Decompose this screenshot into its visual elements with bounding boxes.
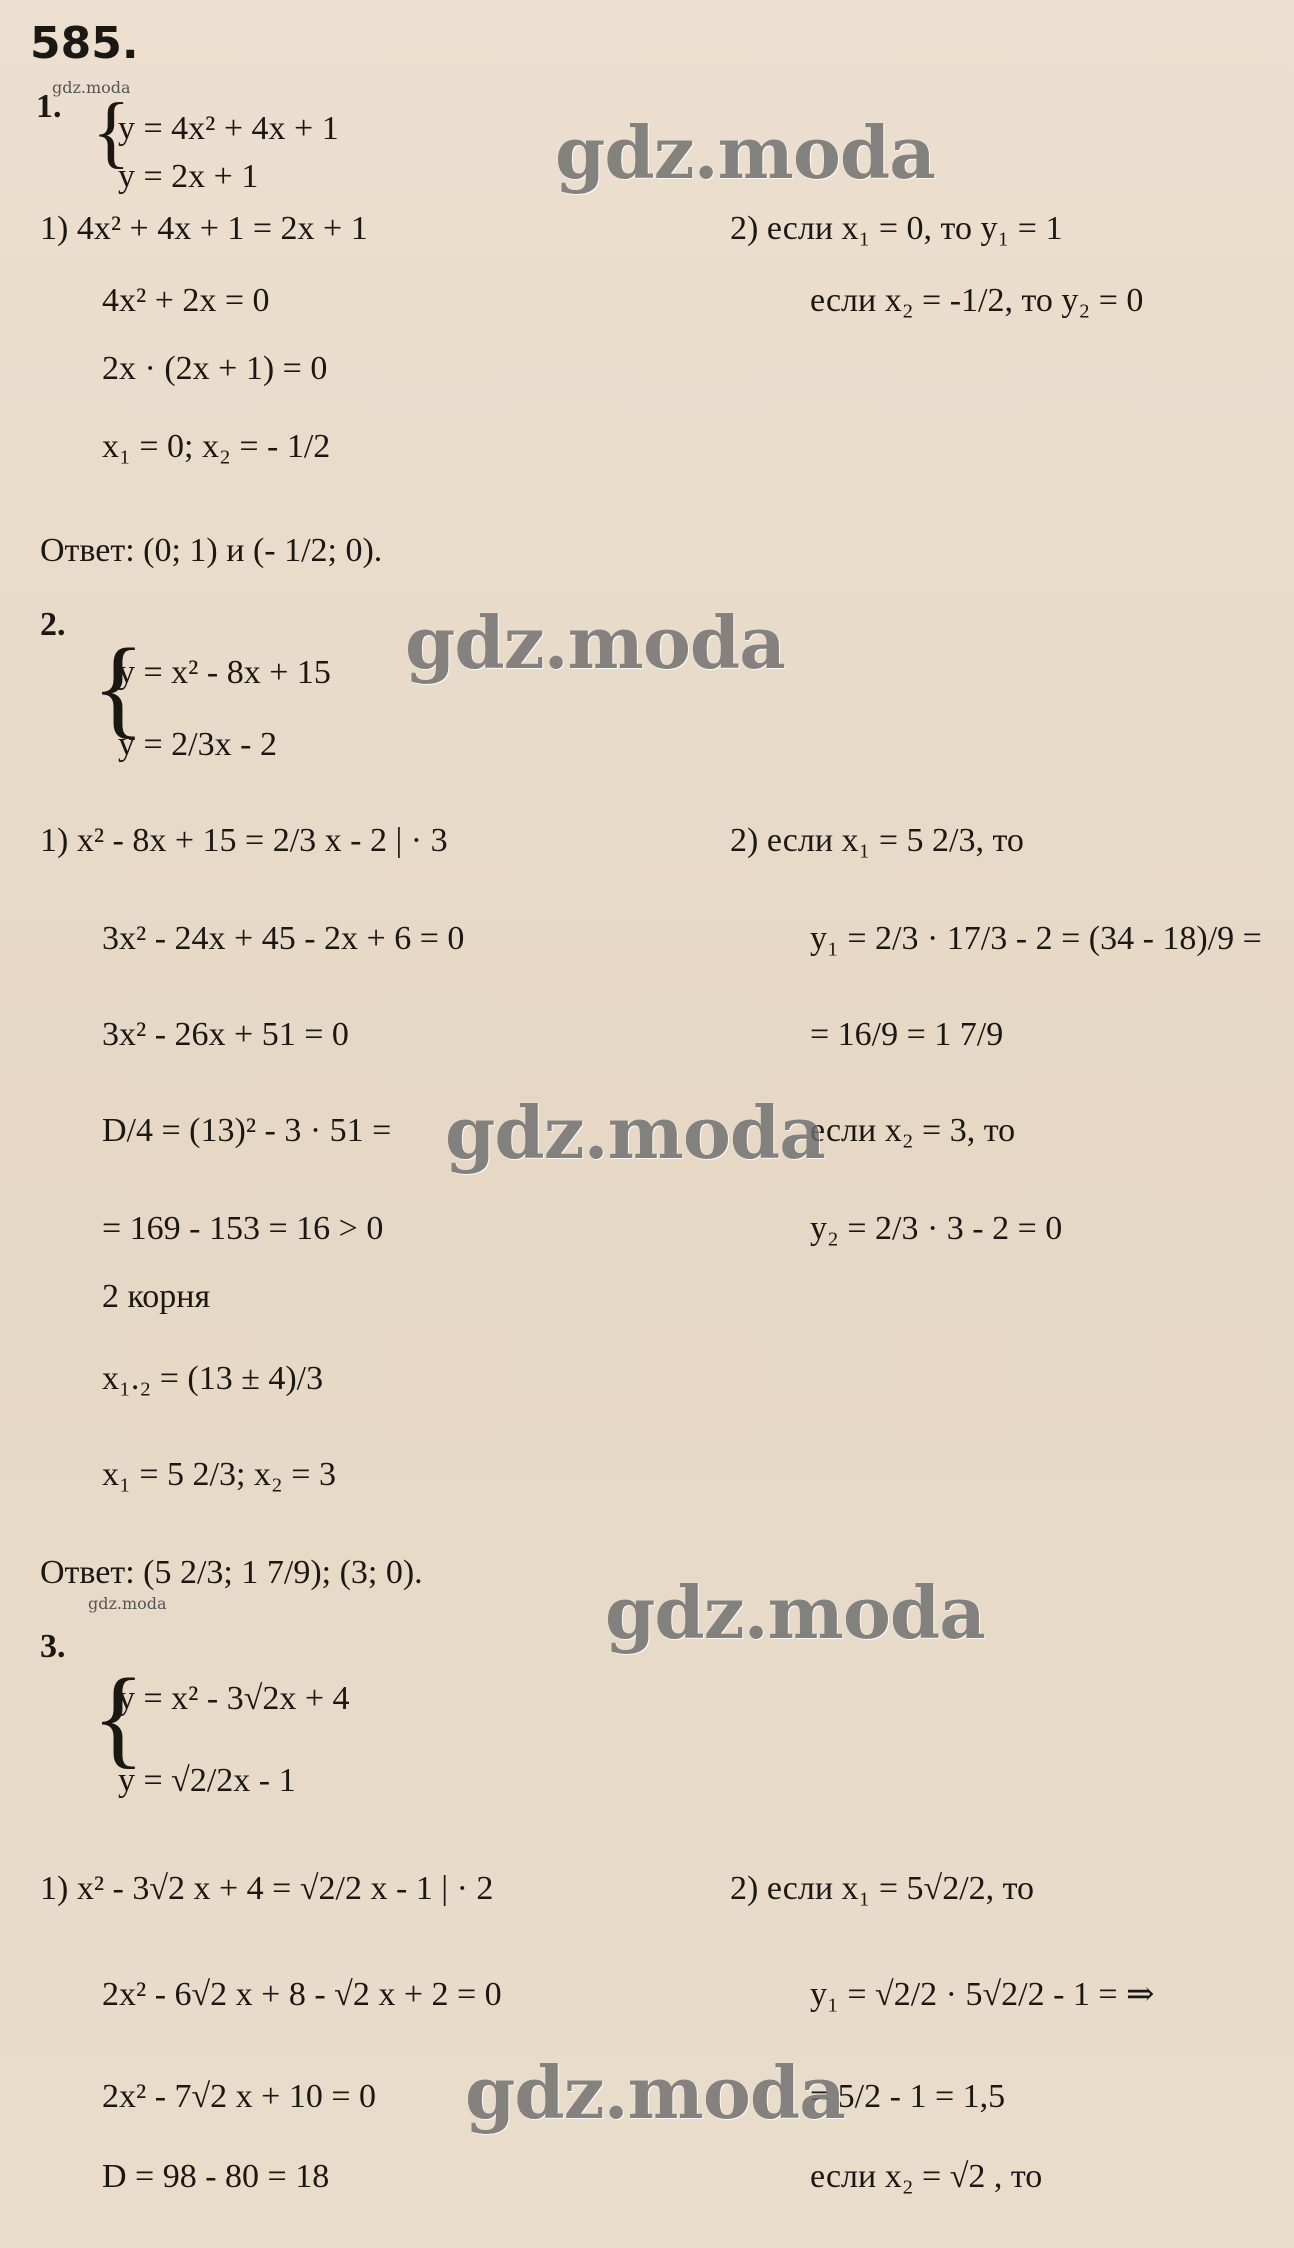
part3-label: 3. — [40, 1628, 66, 1665]
part2-result-4: если x₂ = 3, то — [810, 1112, 1016, 1149]
part2-step-4: D/4 = (13)² - 3 · 51 = — [102, 1112, 392, 1149]
part3-brace: { — [92, 1656, 145, 1778]
part2-result-1: 2) если x₁ = 5 2/3, то — [730, 822, 1024, 859]
part2-step-6: 2 корня — [102, 1278, 211, 1315]
task-number: 585. — [30, 18, 139, 69]
part2-sys-2: y = 2/3x - 2 — [118, 726, 277, 763]
part1-label: 1. — [36, 88, 62, 125]
watermark-4: gdz.moda — [605, 1570, 985, 1655]
part2-step-3: 3x² - 26x + 51 = 0 — [102, 1016, 349, 1053]
part3-sys-1: y = x² - 3√2x + 4 — [118, 1680, 350, 1717]
part1-result-1: 2) если x₁ = 0, то y₁ = 1 — [730, 210, 1063, 247]
watermark-1: gdz.moda — [555, 110, 935, 195]
part2-step-2: 3x² - 24x + 45 - 2x + 6 = 0 — [102, 920, 465, 957]
part3-result-1: 2) если x₁ = 5√2/2, то — [730, 1870, 1035, 1907]
part1-sys-1: y = 4x² + 4x + 1 — [118, 110, 339, 147]
part3-step-1: 1) x² - 3√2 x + 4 = √2/2 x - 1 | · 2 — [40, 1870, 494, 1907]
part1-brace: { — [92, 88, 131, 176]
part2-label: 2. — [40, 606, 66, 643]
part3-result-3: = 5/2 - 1 = 1,5 — [810, 2078, 1006, 2115]
part1-step-1: 1) 4x² + 4x + 1 = 2x + 1 — [40, 210, 368, 247]
part3-result-4: если x₂ = √2 , то — [810, 2158, 1043, 2195]
part3-step-3: 2x² - 7√2 x + 10 = 0 — [102, 2078, 377, 2115]
part3-step-2: 2x² - 6√2 x + 8 - √2 x + 2 = 0 — [102, 1976, 502, 2013]
part2-step-1: 1) x² - 8x + 15 = 2/3 x - 2 | · 3 — [40, 822, 448, 859]
part2-result-2: y₁ = 2/3 · 17/3 - 2 = (34 - 18)/9 = — [810, 920, 1262, 957]
watermark-3: gdz.moda — [445, 1090, 825, 1175]
part2-step-5: = 169 - 153 = 16 > 0 — [102, 1210, 384, 1247]
part3-sys-2: y = √2/2x - 1 — [118, 1762, 296, 1799]
part1-result-2: если x₂ = -1/2, то y₂ = 0 — [810, 282, 1144, 319]
part2-brace: { — [92, 626, 145, 748]
small-watermark-2: gdz.moda — [88, 1594, 167, 1613]
part3-result-2: y₁ = √2/2 · 5√2/2 - 1 = ⇒ — [810, 1976, 1155, 2013]
part2-step-7: x₁.₂ = (13 ± 4)/3 — [102, 1360, 324, 1397]
part2-result-3: = 16/9 = 1 7/9 — [810, 1016, 1004, 1053]
watermark-2: gdz.moda — [405, 600, 785, 685]
watermark-5: gdz.moda — [465, 2050, 845, 2135]
part1-step-4: x₁ = 0; x₂ = - 1/2 — [102, 428, 331, 465]
part3-step-4: D = 98 - 80 = 18 — [102, 2158, 330, 2195]
part1-step-2: 4x² + 2x = 0 — [102, 282, 270, 319]
part1-sys-2: y = 2x + 1 — [118, 158, 259, 195]
part2-step-8: x₁ = 5 2/3; x₂ = 3 — [102, 1456, 336, 1493]
part1-step-3: 2x · (2x + 1) = 0 — [102, 350, 328, 387]
part2-answer: Ответ: (5 2/3; 1 7/9); (3; 0). — [40, 1554, 423, 1591]
part1-answer: Ответ: (0; 1) и (- 1/2; 0). — [40, 532, 383, 569]
part2-sys-1: y = x² - 8x + 15 — [118, 654, 331, 691]
part2-result-5: y₂ = 2/3 · 3 - 2 = 0 — [810, 1210, 1063, 1247]
small-watermark: gdz.moda — [52, 78, 131, 97]
